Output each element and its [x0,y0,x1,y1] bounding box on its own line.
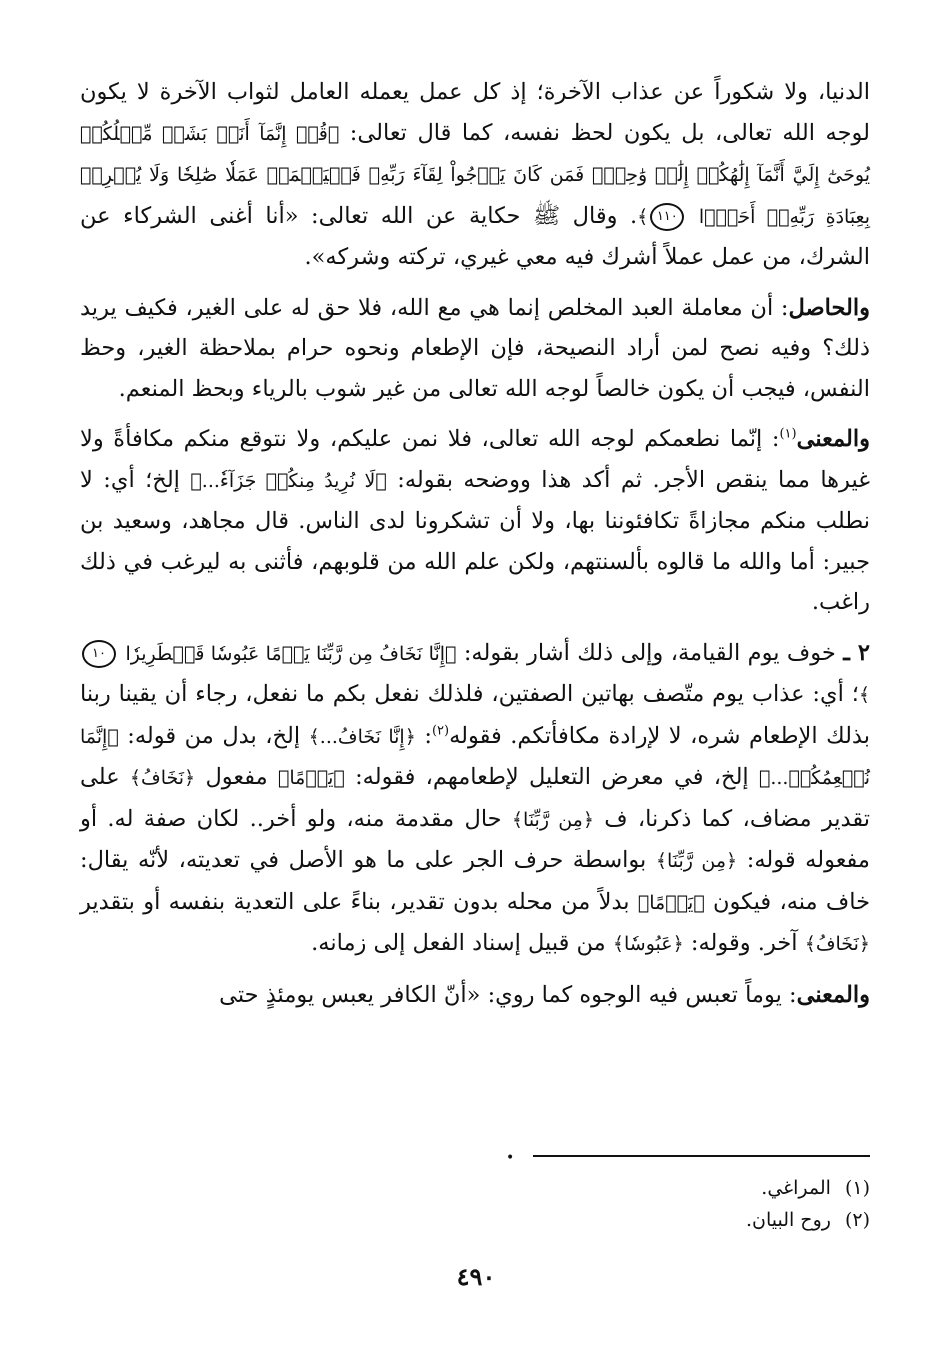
text: من قبيل إسناد الفعل إلى زمانه. [311,930,613,956]
paragraph-lead: والمعنى [796,981,870,1008]
text: حال مقدمة منه، ولو أخر.. لكان صفة له. أو مفعوله قوله: [80,805,870,873]
paragraph-4 [80,633,870,965]
text: : يوماً تعبس فيه الوجوه كما روي: «أنّ الكافر يعبس يومئذٍ حتى [219,981,797,1008]
quran-verse: ﴿إِنَّا نَخَافُ...﴾ [308,725,416,748]
page-number: ٤٩٠ [456,1262,496,1291]
footnote-2 [470,1204,870,1236]
quran-word: ﴿مِن رَّبِّنَا﴾ [655,850,738,872]
quran-verse: ﴿إِنَّا نَخَافُ مِن رَّبِّنَا يَوۡمًا عَبُوسٗا قَمۡطَرِيرٗا [125,642,457,665]
footnote-ref: (١) [779,426,797,442]
list-number: ٢ ـ [843,639,870,666]
paragraph-lead: والمعنى [796,426,870,452]
paragraph-5 [80,975,870,1016]
quran-word: ﴿نَخَافُ﴾ [129,767,196,789]
footnote-ref: (٢) [431,723,450,738]
footnote-number: (٢) [844,1209,870,1231]
quran-word: ﴿نَخَافُ﴾ [804,933,870,955]
paragraph-2 [80,288,870,410]
text: : [415,722,432,749]
quran-bracket: ﴾ [637,205,649,228]
text: ؛ أي: عذاب يوم متّصف بهاتين الصفتين، فلذلك نفعل بكم ما نفعل، رجاء أن يقينا ربنا بذلك الإطعام شره، لا لإرادة مكافأتكم. فقوله [80,681,871,749]
text: إلخ؛ أي: لا نطلب منكم مجازاةً تكافئوننا بها، ولا أن تشكرونا لدى الناس. قال مجاهد، وسعيد بن جبير: أما والله ما قالوه بألسنتهم، ولكن علم الله من قلوبهم، فأثنى به ليرغب في ذلك راغب. [80,466,870,615]
footnote-1 [470,1172,870,1204]
quran-verse: ﴿لَا نُرِيدُ مِنكُمۡ جَزَآءٗ...﴾ [190,469,387,492]
text: آخر. وقوله: [683,930,805,956]
quran-word: ﴿عَبُوسٗا﴾ [612,933,684,955]
text: . وقال ﷺ حكاية عن الله تعالى: «أنا أغنى الشركاء عن الشرك، من عمل عملاً أشرك فيه معي غيري، تركته وشركه». [80,202,870,270]
paragraph-1 [80,72,870,278]
footnotes [470,1172,870,1236]
ayah-number-marker: ١١٠ [650,203,684,231]
text: مفعول [195,764,278,790]
text: الدنيا، ولا شكوراً عن عذاب الآخرة؛ إذ كل عمل يعمله العامل لثواب الآخرة لا يكون لوجه الله تعالى، بل يكون لحظ نفسه، كما قال تعالى: [80,79,870,146]
footnote-text: روح البيان. [745,1209,831,1231]
footnote-text: المراغي. [761,1177,831,1199]
text: : إنّما نطعمكم لوجه الله تعالى، فلا نمن عليكم، ولا نتوقع منكم مكافأةً ولا غيرها مما ينقص الأجر. ثم أكد هذا ووضحه بقوله: [80,426,871,493]
text: على تقدير مضاف، كما ذكرنا، ف [80,764,870,832]
footnote-number: (١) [844,1177,870,1199]
page-body [80,72,870,1025]
quran-word: ﴿يَوۡمًا﴾ [637,891,705,914]
paragraph-lead: والحاصل [788,294,870,321]
quran-word: ﴿يَوۡمًا﴾ [277,767,345,789]
quran-word: ﴿مِن رَّبِّنَا﴾ [511,808,594,831]
text: : أن معاملة العبد المخلص إنما هي مع الله، فلا حق له على الغير، فكيف يريد ذلك؟ وفيه نصح لمن أراد النصيحة، فإن الإطعام ونحوه حرام بملاحظة الغير، وحظ النفس، فيجب أن يكون خالصاً لوجه الله تعالى من غير شوب بالرياء وبحظ المنعم. [80,294,870,402]
paragraph-3 [80,419,870,623]
text: خوف يوم القيامة، وإلى ذلك أشار بقوله: [456,639,844,666]
quran-verse: ﴿إِنَّمَا نُطۡعِمُكُمۡ...﴾ [80,725,870,789]
text: إلخ، بدل من قوله: [118,722,309,749]
text: بدلاً من محله بدون تقدير، بناءً على التعدية بنفسه أو بتقدير [80,888,638,915]
footnote-divider [533,1155,870,1157]
ayah-number-marker: ١٠ [82,640,116,668]
quran-verse: ﴿قُلۡ إِنَّمَآ أَنَا۠ بَشَرٞ مِّثۡلُكُمۡ يُوحَىٰٓ إِلَيَّ أَنَّمَآ إِلَٰهُكُمۡ إِلَٰهٞ وَٰحِدٞۖ فَمَن كَانَ يَرۡجُواْ لِقَآءَ رَبِّهِۦ فَلۡيَعۡمَلۡ عَمَلٗا صَٰلِحٗا وَلَا يُشۡرِكۡ بِعِبَادَةِ رَبِّهِۦٓ أَحَدَۢا [80,122,871,228]
text: إلخ، في معرض التعليل لإطعامهم، فقوله: [344,764,759,790]
text: بواسطة حرف الجر على ما هو الأصل في تعديته، لأنّه يقال: خاف منه، فيكون [80,847,870,915]
separator-dot: • [506,1150,515,1166]
quran-bracket: ﴾ [858,684,870,706]
